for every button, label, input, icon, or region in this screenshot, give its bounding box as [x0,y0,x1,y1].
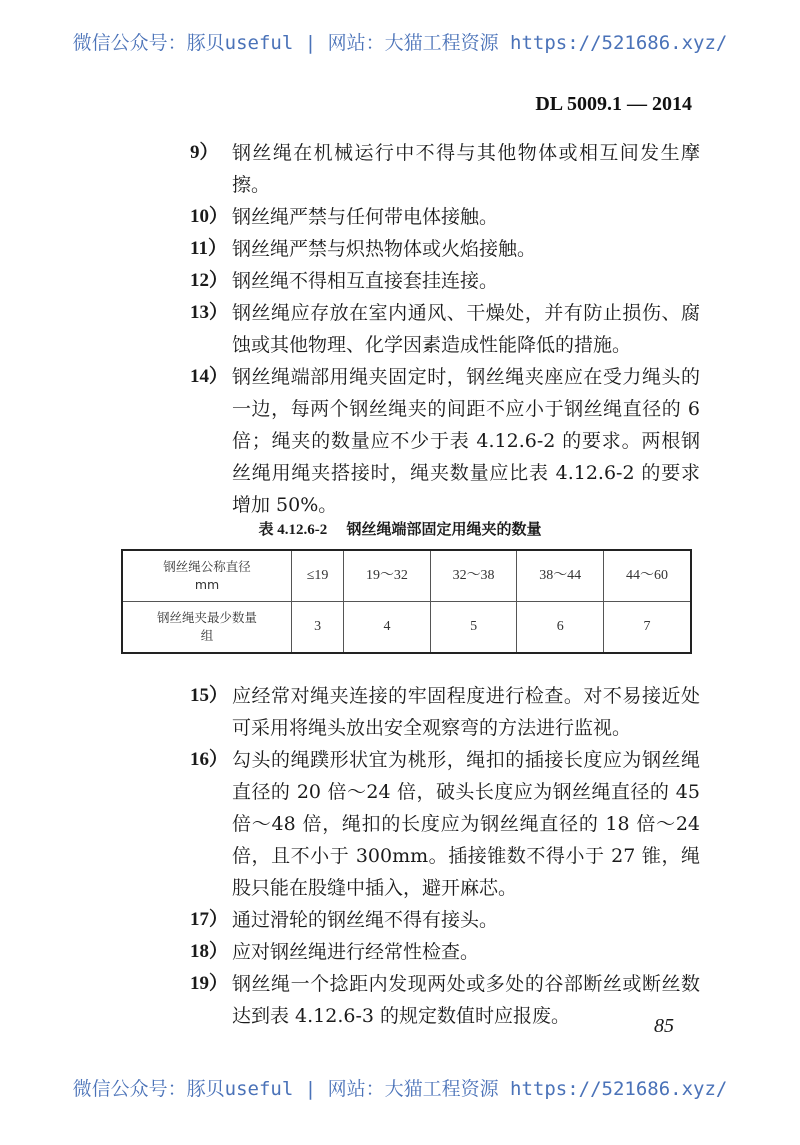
table-row [122,550,691,602]
item-text: 钢丝绳严禁与炽热物体或火焰接触。 [232,238,537,260]
list-item [190,137,700,201]
table-caption [0,518,800,539]
item-number: 9） [190,142,219,163]
item-number: 17） [190,909,229,930]
table-cell: ≤19 [292,550,344,602]
list-item [190,904,700,936]
item-text: 通过滑轮的钢丝绳不得有接头。 [232,909,499,931]
page-number: 85 [654,1015,674,1037]
item-number: 14） [190,366,229,387]
table-cell: 19～32 [344,550,431,602]
row-header [122,602,292,654]
row-header-unit: mm [194,577,220,592]
item-text: 钢丝绳不得相互直接套挂连接。 [232,270,499,292]
watermark-bottom: 微信公众号：豚贝useful | 网站：大猫工程资源 https://521686.xyz/ [72,1078,728,1100]
list-item [190,361,700,521]
row-header-label: 钢丝绳公称直径 [163,559,251,574]
item-number: 15） [190,685,229,706]
item-text: 应经常对绳夹连接的牢固程度进行检查。对不易接近处可采用将绳头放出安全观察弯的方法进行监视。 [232,685,700,739]
row-header-unit: 组 [200,628,214,643]
item-text: 钢丝绳在机械运行中不得与其他物体或相互间发生摩擦。 [232,142,700,196]
table-cell: 38～44 [517,550,604,602]
list-item [190,744,700,904]
item-text: 钢丝绳严禁与任何带电体接触。 [232,206,499,228]
watermark-top: 微信公众号：豚贝useful | 网站：大猫工程资源 https://521686.xyz/ [72,32,728,54]
table-cell: 44～60 [604,550,692,602]
rope-clip-table [121,549,692,654]
row-header-label: 钢丝绳夹最少数量 [156,610,257,625]
list-item [190,201,700,233]
table-cell: 32～38 [430,550,517,602]
item-number: 18） [190,941,229,962]
table-row [122,602,691,654]
list-item [190,233,700,265]
item-text: 钢丝绳一个捻距内发现两处或多处的谷部断丝或断丝数达到表 4.12.6-3 的规定数值时应报废。 [232,973,700,1027]
item-number: 19） [190,973,229,994]
item-text: 钢丝绳应存放在室内通风、干燥处，并有防止损伤、腐蚀或其他物理、化学因素造成性能降低的措施。 [232,302,700,356]
item-number: 13） [190,302,229,323]
clause-list-after-table [190,680,700,1032]
clause-list-before-table [190,137,700,521]
table-caption-number: 表 4.12.6-2 [258,522,328,538]
list-item [190,297,700,361]
table-cell: 5 [430,602,517,654]
table-cell: 7 [604,602,692,654]
list-item [190,968,700,1032]
list-item [190,680,700,744]
row-header [122,550,292,602]
table-caption-title: 钢丝绳端部固定用绳夹的数量 [346,520,542,538]
item-number: 12） [190,270,229,291]
list-item [190,936,700,968]
item-number: 10） [190,206,229,227]
item-text: 应对钢丝绳进行经常性检查。 [232,941,480,963]
standard-code: DL 5009.1 — 2014 [535,93,692,115]
item-text: 勾头的绳蹼形状宜为桃形，绳扣的插接长度应为钢丝绳直径的 20 倍～24 倍，破头长度应为钢丝绳直径的 45 倍～48 倍，绳扣的长度应为钢丝绳直径的 18 倍～24 倍，且不小于 300mm。插接锥数不得小于 27 锥，绳股只能在股缝中插入，避开麻芯。 [232,749,700,899]
item-text: 钢丝绳端部用绳夹固定时，钢丝绳夹座应在受力绳头的一边，每两个钢丝绳夹的间距不应小于钢丝绳直径的 6 倍；绳夹的数量应不少于表 4.12.6-2 的要求。两根钢丝绳用绳夹搭接时，绳夹数量应比表 4.12.6-2 的要求增加 50%。 [232,366,700,516]
table-cell: 4 [344,602,431,654]
list-item [190,265,700,297]
table-cell: 6 [517,602,604,654]
item-number: 11） [190,238,227,259]
item-number: 16） [190,749,229,770]
table-cell: 3 [292,602,344,654]
